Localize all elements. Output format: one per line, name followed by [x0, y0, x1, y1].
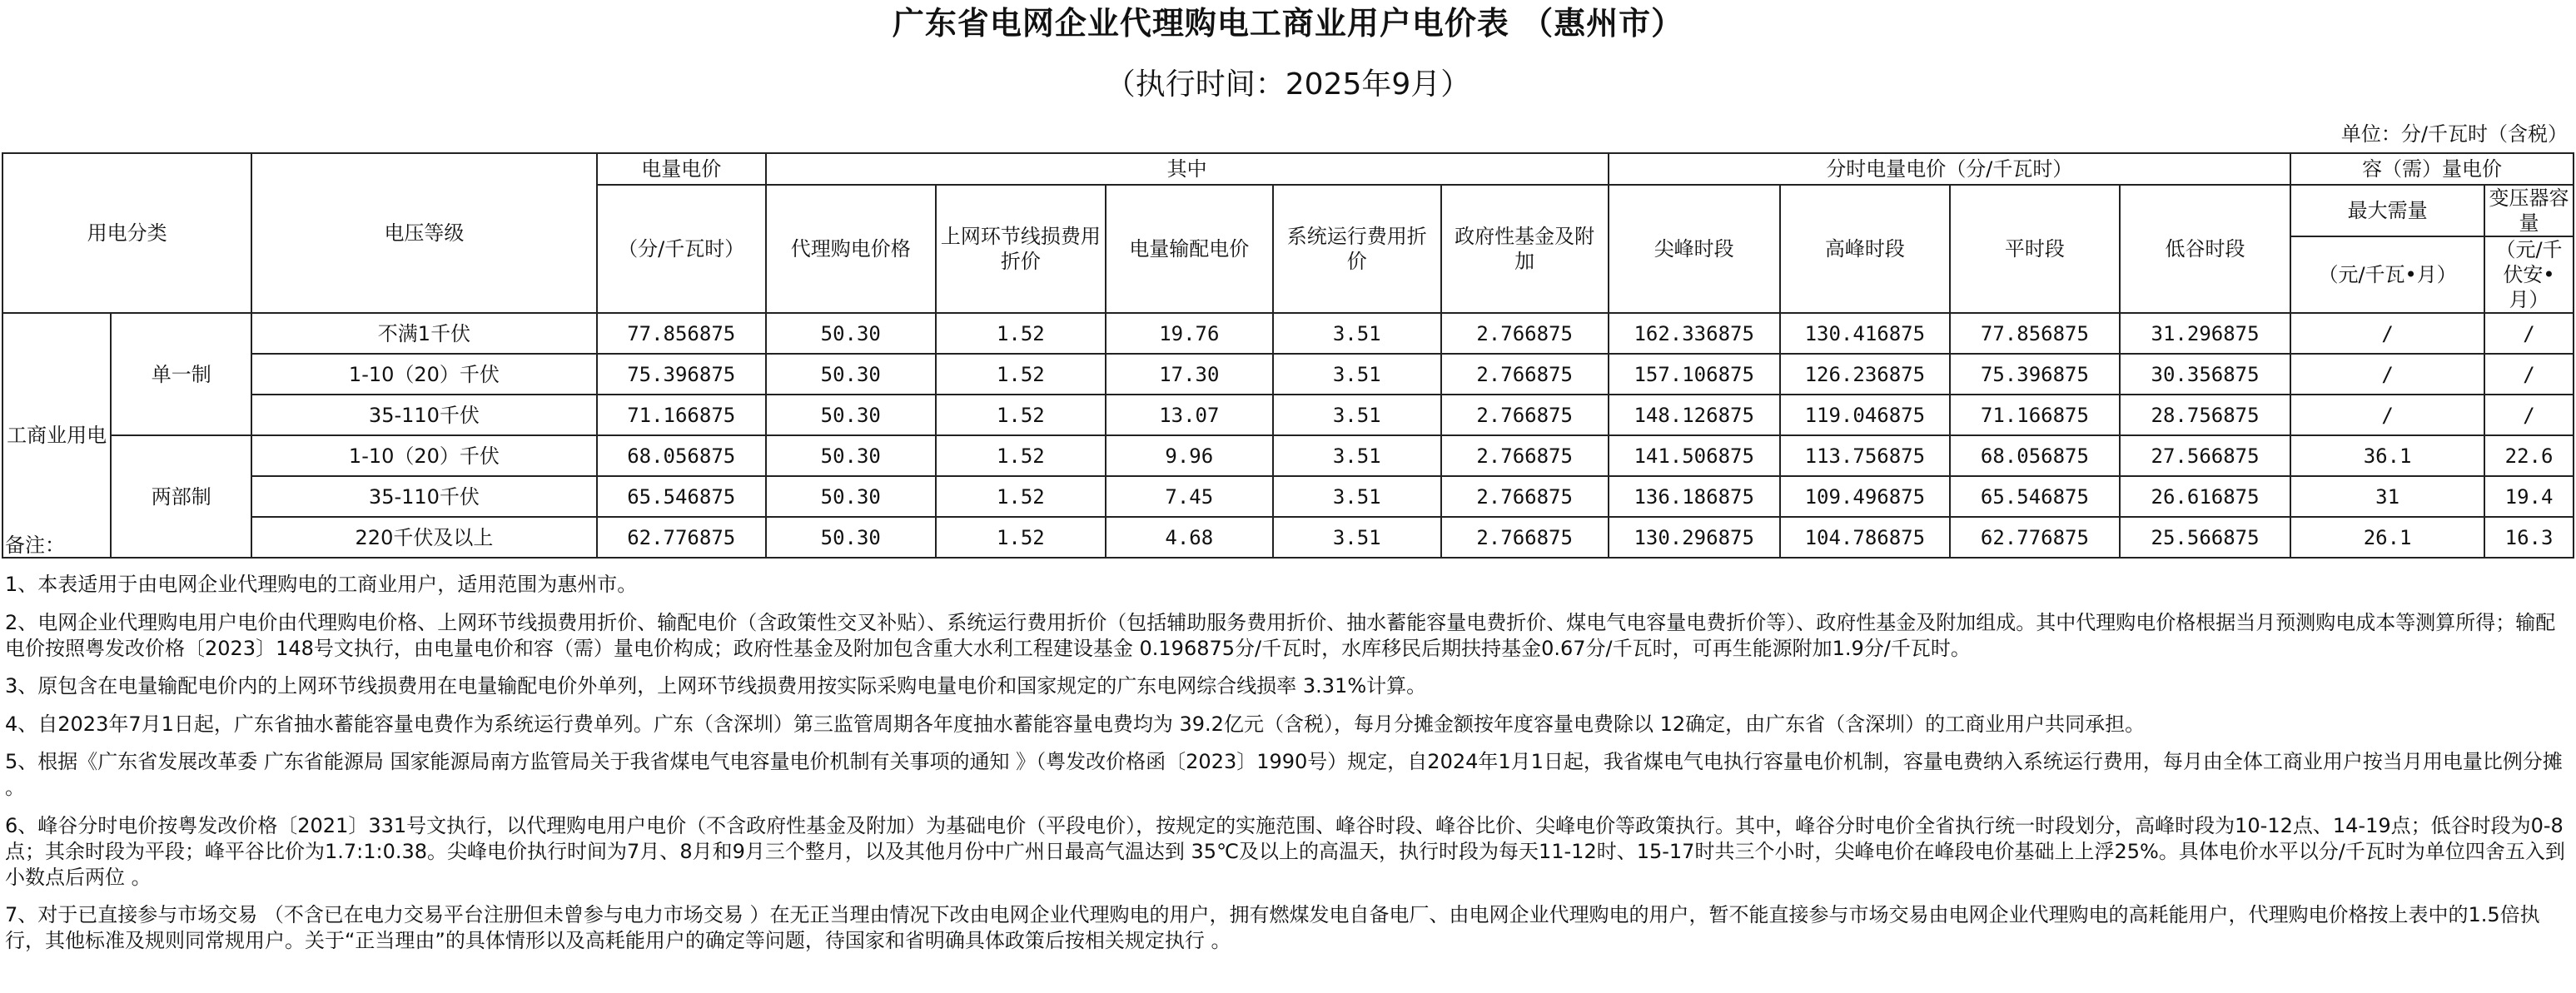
tariff-table: [2, 152, 2574, 559]
header-max-demand: 最大需量: [2290, 185, 2484, 236]
cell-voltage: 35-110千伏: [251, 395, 597, 435]
notes-heading: 备注：: [5, 534, 65, 557]
table-row: [2, 476, 2574, 517]
cell-system: 3.51: [1273, 395, 1441, 435]
cell-transmission: 9.96: [1106, 435, 1273, 476]
page-title: 广东省电网企业代理购电工商业用户电价表 （惠州市）: [892, 5, 1684, 42]
cell-energy: 71.166875: [597, 395, 766, 435]
header-capacity-group: 容（需）量电价: [2290, 153, 2574, 185]
cell-system: 3.51: [1273, 517, 1441, 558]
header-tou-group: 分时电量电价（分/千瓦时）: [1609, 153, 2291, 185]
header-valley: 低谷时段: [2120, 185, 2290, 313]
header-flat: 平时段: [1950, 185, 2120, 313]
cell-flat: 62.776875: [1950, 517, 2120, 558]
cell-agent: 50.30: [766, 354, 936, 395]
cell-flat: 65.546875: [1950, 476, 2120, 517]
cell-transmission: 13.07: [1106, 395, 1273, 435]
cell-fund: 2.766875: [1441, 435, 1609, 476]
header-peak: 高峰时段: [1780, 185, 1950, 313]
cell-demand: 36.1: [2290, 435, 2484, 476]
header-energy-price: 电量电价: [597, 153, 766, 185]
cell-fund: 2.766875: [1441, 313, 1609, 354]
cell-demand: 31: [2290, 476, 2484, 517]
header-among: 其中: [766, 153, 1609, 185]
note-item: 3、原包含在电量输配电价内的上网环节线损费用在电量输配电价外单列，上网环节线损费用按实际采购电量电价和国家规定的广东电网综合线损率 3.31%计算。: [5, 674, 1427, 698]
cell-peak: 130.416875: [1780, 313, 1950, 354]
table-row: [2, 313, 2574, 354]
cell-agent: 50.30: [766, 435, 936, 476]
header-system-cost: 系统运行费用折价: [1273, 185, 1441, 313]
cell-loss: 1.52: [936, 313, 1106, 354]
note-item: 4、自2023年7月1日起，广东省抽水蓄能容量电费作为系统运行费单列。广东（含深圳）第三监管周期各年度抽水蓄能容量电费均为 39.2亿元（含税），每月分摊金额按年度容量电费除以 12确定，由广东省（含深圳）的工商业用户共同承担。: [5, 712, 2146, 736]
header-voltage: 电压等级: [251, 153, 597, 313]
cell-energy: 75.396875: [597, 354, 766, 395]
cell-transformer: 19.4: [2484, 476, 2574, 517]
cell-peak: 104.786875: [1780, 517, 1950, 558]
cell-energy: 62.776875: [597, 517, 766, 558]
note-item: 1、本表适用于由电网企业代理购电的工商业用户，适用范围为惠州市。: [5, 573, 638, 596]
header-category: 用电分类: [2, 153, 251, 313]
note-item: 2、电网企业代理购电用户电价由代理购电价格、上网环节线损费用折价、输配电价（含政策性交叉补贴）、系统运行费用折价（包括辅助服务费用折价、抽水蓄能容量电费折价、煤电气电容量电费折价等）、政府性基金及附加组成。其中代理购电价格根据当月预测购电成本等测算所得；输配电价按照粤发改价格〔2023〕148号文执行，由电量电价和容（需）量电价构成；政府性基金及附加包含重大水利工程建设基金 0.196875分/千瓦时，水库移民后期扶持基金0.67分/千瓦时，可再生能源附加1.9分/千瓦时。: [5, 610, 2556, 660]
cell-fund: 2.766875: [1441, 476, 1609, 517]
cell-energy: 77.856875: [597, 313, 766, 354]
cell-sharp: 141.506875: [1609, 435, 1780, 476]
note-item: 6、峰谷分时电价按粤发改价格〔2021〕331号文执行，以代理购电用户电价（不含政府性基金及附加）为基础电价（平段电价），按规定的实施范围、峰谷时段、峰谷比价、尖峰电价等政策执行。其中，峰谷分时电价全省执行统一时段划分，高峰时段为10-12点、14-19点；低谷时段为0-8点；其余时段为平段；峰平谷比价为1.7:1:0.38。尖峰电价执行时间为7月、8月和9月三个整月，以及其他月份中广州日最高气温达到 35℃及以上的高温天，执行时段为每天11-12时、15-17时共三个小时，尖峰电价在峰段电价基础上上浮25%。具体电价水平以分/千瓦时为单位四舍五入到小数点后两位 。: [5, 813, 2565, 889]
cell-loss: 1.52: [936, 476, 1106, 517]
cell-demand: /: [2290, 395, 2484, 435]
cell-voltage: 1-10（20）千伏: [251, 354, 597, 395]
table-row: [2, 395, 2574, 435]
cell-energy: 65.546875: [597, 476, 766, 517]
header-transformer-unit: （元/千伏安•月）: [2484, 236, 2574, 313]
cell-loss: 1.52: [936, 395, 1106, 435]
cell-transformer: 16.3: [2484, 517, 2574, 558]
cell-transformer: /: [2484, 313, 2574, 354]
cell-loss: 1.52: [936, 435, 1106, 476]
cell-transformer: /: [2484, 354, 2574, 395]
cell-peak: 126.236875: [1780, 354, 1950, 395]
cell-voltage: 不满1千伏: [251, 313, 597, 354]
cell-system: 3.51: [1273, 313, 1441, 354]
cell-transmission: 4.68: [1106, 517, 1273, 558]
cell-valley: 30.356875: [2120, 354, 2290, 395]
cell-flat: 75.396875: [1950, 354, 2120, 395]
cell-peak: 109.496875: [1780, 476, 1950, 517]
header-gov-fund: 政府性基金及附加: [1441, 185, 1609, 313]
cell-agent: 50.30: [766, 476, 936, 517]
cell-system: 3.51: [1273, 354, 1441, 395]
header-peak-sharp: 尖峰时段: [1609, 185, 1780, 313]
cell-transmission: 17.30: [1106, 354, 1273, 395]
header-agent-price: 代理购电价格: [766, 185, 936, 313]
cell-loss: 1.52: [936, 517, 1106, 558]
cell-system: 3.51: [1273, 435, 1441, 476]
cell-transmission: 7.45: [1106, 476, 1273, 517]
table-row: [2, 435, 2574, 476]
cell-fund: 2.766875: [1441, 517, 1609, 558]
cell-sharp: 162.336875: [1609, 313, 1780, 354]
group-two-part: 两部制: [111, 435, 251, 558]
cell-fund: 2.766875: [1441, 354, 1609, 395]
header-transformer-capacity: 变压器容量: [2484, 185, 2574, 236]
header-loss-price: 上网环节线损费用折价: [936, 185, 1106, 313]
cell-demand: /: [2290, 354, 2484, 395]
cell-voltage: 220千伏及以上: [251, 517, 597, 558]
cell-voltage: 35-110千伏: [251, 476, 597, 517]
cell-flat: 68.056875: [1950, 435, 2120, 476]
cell-demand: /: [2290, 313, 2484, 354]
category-main: 工商业用电: [2, 313, 111, 558]
cell-valley: 31.296875: [2120, 313, 2290, 354]
cell-sharp: 136.186875: [1609, 476, 1780, 517]
header-transmission-price: 电量输配电价: [1106, 185, 1273, 313]
cell-demand: 26.1: [2290, 517, 2484, 558]
unit-label: 单位：分/千瓦时（含税）: [2340, 122, 2568, 146]
cell-sharp: 157.106875: [1609, 354, 1780, 395]
note-item: 7、对于已直接参与市场交易 （不含已在电力交易平台注册但未曾参与电力市场交易 ）在无正当理由情况下改由电网企业代理购电的用户，拥有燃煤发电自备电厂、由电网企业代理购电的用户，暂不能直接参与市场交易由电网企业代理购电的高耗能用户，代理购电价格按上表中的1.5倍执行，其他标准及规则同常规用户。关于“正当理由”的具体情形以及高耗能用户的确定等问题，待国家和省明确具体政策后按相关规定执行 。: [5, 903, 2540, 952]
cell-valley: 27.566875: [2120, 435, 2290, 476]
cell-transformer: /: [2484, 395, 2574, 435]
cell-peak: 113.756875: [1780, 435, 1950, 476]
note-item: 5、根据《广东省发展改革委 广东省能源局 国家能源局南方监管局关于我省煤电气电容量电价机制有关事项的通知 》（粤发改价格函〔2023〕1990号）规定，自2024年1月1日起，我省煤电气电执行容量电价机制，容量电费纳入系统运行费用，每月由全体工商业用户按当月用电量比例分摊 。: [5, 750, 2563, 799]
cell-flat: 77.856875: [1950, 313, 2120, 354]
header-max-demand-unit: （元/千瓦•月）: [2290, 236, 2484, 313]
cell-agent: 50.30: [766, 395, 936, 435]
cell-flat: 71.166875: [1950, 395, 2120, 435]
cell-energy: 68.056875: [597, 435, 766, 476]
cell-transmission: 19.76: [1106, 313, 1273, 354]
cell-loss: 1.52: [936, 354, 1106, 395]
page-subtitle: （执行时间：2025年9月）: [1105, 67, 1471, 102]
cell-sharp: 130.296875: [1609, 517, 1780, 558]
header-energy-price-unit: （分/千瓦时）: [597, 185, 766, 313]
cell-system: 3.51: [1273, 476, 1441, 517]
table-row: [2, 354, 2574, 395]
group-single: 单一制: [111, 313, 251, 435]
cell-peak: 119.046875: [1780, 395, 1950, 435]
cell-valley: 28.756875: [2120, 395, 2290, 435]
cell-valley: 26.616875: [2120, 476, 2290, 517]
cell-sharp: 148.126875: [1609, 395, 1780, 435]
cell-agent: 50.30: [766, 313, 936, 354]
cell-agent: 50.30: [766, 517, 936, 558]
cell-fund: 2.766875: [1441, 395, 1609, 435]
notes-section: [5, 533, 2569, 966]
cell-voltage: 1-10（20）千伏: [251, 435, 597, 476]
cell-transformer: 22.6: [2484, 435, 2574, 476]
cell-valley: 25.566875: [2120, 517, 2290, 558]
